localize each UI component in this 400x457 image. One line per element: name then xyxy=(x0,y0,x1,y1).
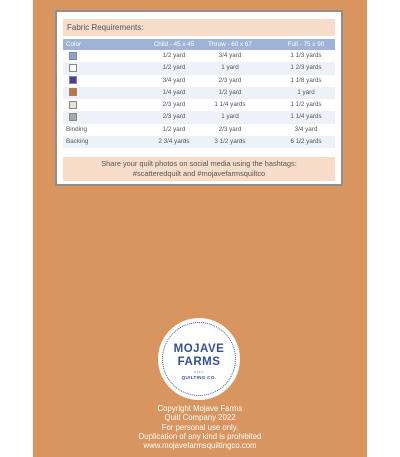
cell-child: 1/2 yard xyxy=(162,64,186,72)
logo-dots: •••• xyxy=(194,369,204,374)
cell-throw: 2/3 yard xyxy=(218,76,242,84)
cell-child: 3/4 yard xyxy=(162,76,186,84)
cell-full: 1 1/3 yards xyxy=(290,52,322,59)
personal-use-line: For personal use only. xyxy=(161,422,239,432)
header-throw: Throw - 60 x 67 xyxy=(208,41,252,48)
table-row xyxy=(63,50,335,62)
mojave-farms-logo xyxy=(158,318,240,400)
cell-throw: 3/4 yard xyxy=(218,52,242,59)
cell-child: 2 3/4 yards xyxy=(158,138,190,146)
copyright-block xyxy=(33,404,367,450)
table-row xyxy=(63,62,335,74)
copyright-line: Copyright Mojave Farms xyxy=(157,404,243,413)
cell-child: 2/3 yard xyxy=(162,101,186,109)
pattern-page xyxy=(33,0,367,457)
cell-child: 1/2 yard xyxy=(162,125,186,133)
fabric-requirements-card xyxy=(55,10,343,186)
color-swatch xyxy=(69,113,77,121)
table-row xyxy=(63,87,335,99)
cell-throw: 2/3 yard xyxy=(218,125,242,133)
fabric-table xyxy=(63,39,335,148)
cell-full: 1 1/2 yards xyxy=(290,101,322,109)
table-row xyxy=(63,111,335,123)
website-link[interactable]: www.mojavefarmsquiltingco.com xyxy=(143,441,257,451)
row-label: Backing xyxy=(66,138,89,146)
logo-subtitle: QUILTING CO. xyxy=(181,375,217,380)
cell-throw: 1/2 yard xyxy=(218,88,242,96)
card-title: Fabric Requirements: xyxy=(63,19,335,36)
cell-throw: 3 1/2 yards xyxy=(214,138,246,146)
color-swatch xyxy=(69,52,77,60)
table-row xyxy=(63,124,335,136)
table-row xyxy=(63,136,335,148)
copyright-line: Quilt Company 2022 xyxy=(164,413,236,423)
color-swatch xyxy=(69,76,77,84)
cell-full: 1 1/8 yards xyxy=(290,76,322,84)
cell-full: 1 yard xyxy=(297,88,315,96)
row-label: Binding xyxy=(66,125,88,133)
duplication-line: Duplication of any kind is prohibited xyxy=(138,431,262,441)
cell-child: 1/2 yard xyxy=(162,52,186,59)
table-header-row xyxy=(63,39,335,50)
cell-full: 1 2/3 yards xyxy=(290,64,322,72)
cell-child: 2/3 yard xyxy=(162,113,186,121)
cell-throw: 1 yard xyxy=(221,64,239,72)
color-swatch xyxy=(69,101,77,109)
share-note xyxy=(63,157,335,181)
color-swatch xyxy=(69,88,77,96)
share-line-2: #scatteredquilt and #mojavefarmsquiltco xyxy=(132,169,266,178)
table-row xyxy=(63,75,335,87)
logo-line-2: FARMS xyxy=(177,356,221,368)
cell-full: 1 1/4 yards xyxy=(290,113,322,121)
header-full: Full - 75 x 90 xyxy=(287,41,325,48)
cell-child: 1/4 yard xyxy=(162,88,186,96)
color-swatch xyxy=(69,64,77,72)
share-line-1: Share your quilt photos on social media using the hashtags: xyxy=(101,159,297,168)
cell-full: 6 1/2 yards xyxy=(290,138,322,146)
cell-throw: 1 1/4 yards xyxy=(214,101,246,109)
header-color: Color xyxy=(66,41,82,48)
table-row xyxy=(63,99,335,111)
cell-throw: 1 yard xyxy=(221,113,239,121)
header-child: Child - 45 x 45 xyxy=(153,41,195,48)
logo-line-1: MOJAVE xyxy=(173,343,225,355)
cell-full: 3/4 yard xyxy=(294,125,318,133)
